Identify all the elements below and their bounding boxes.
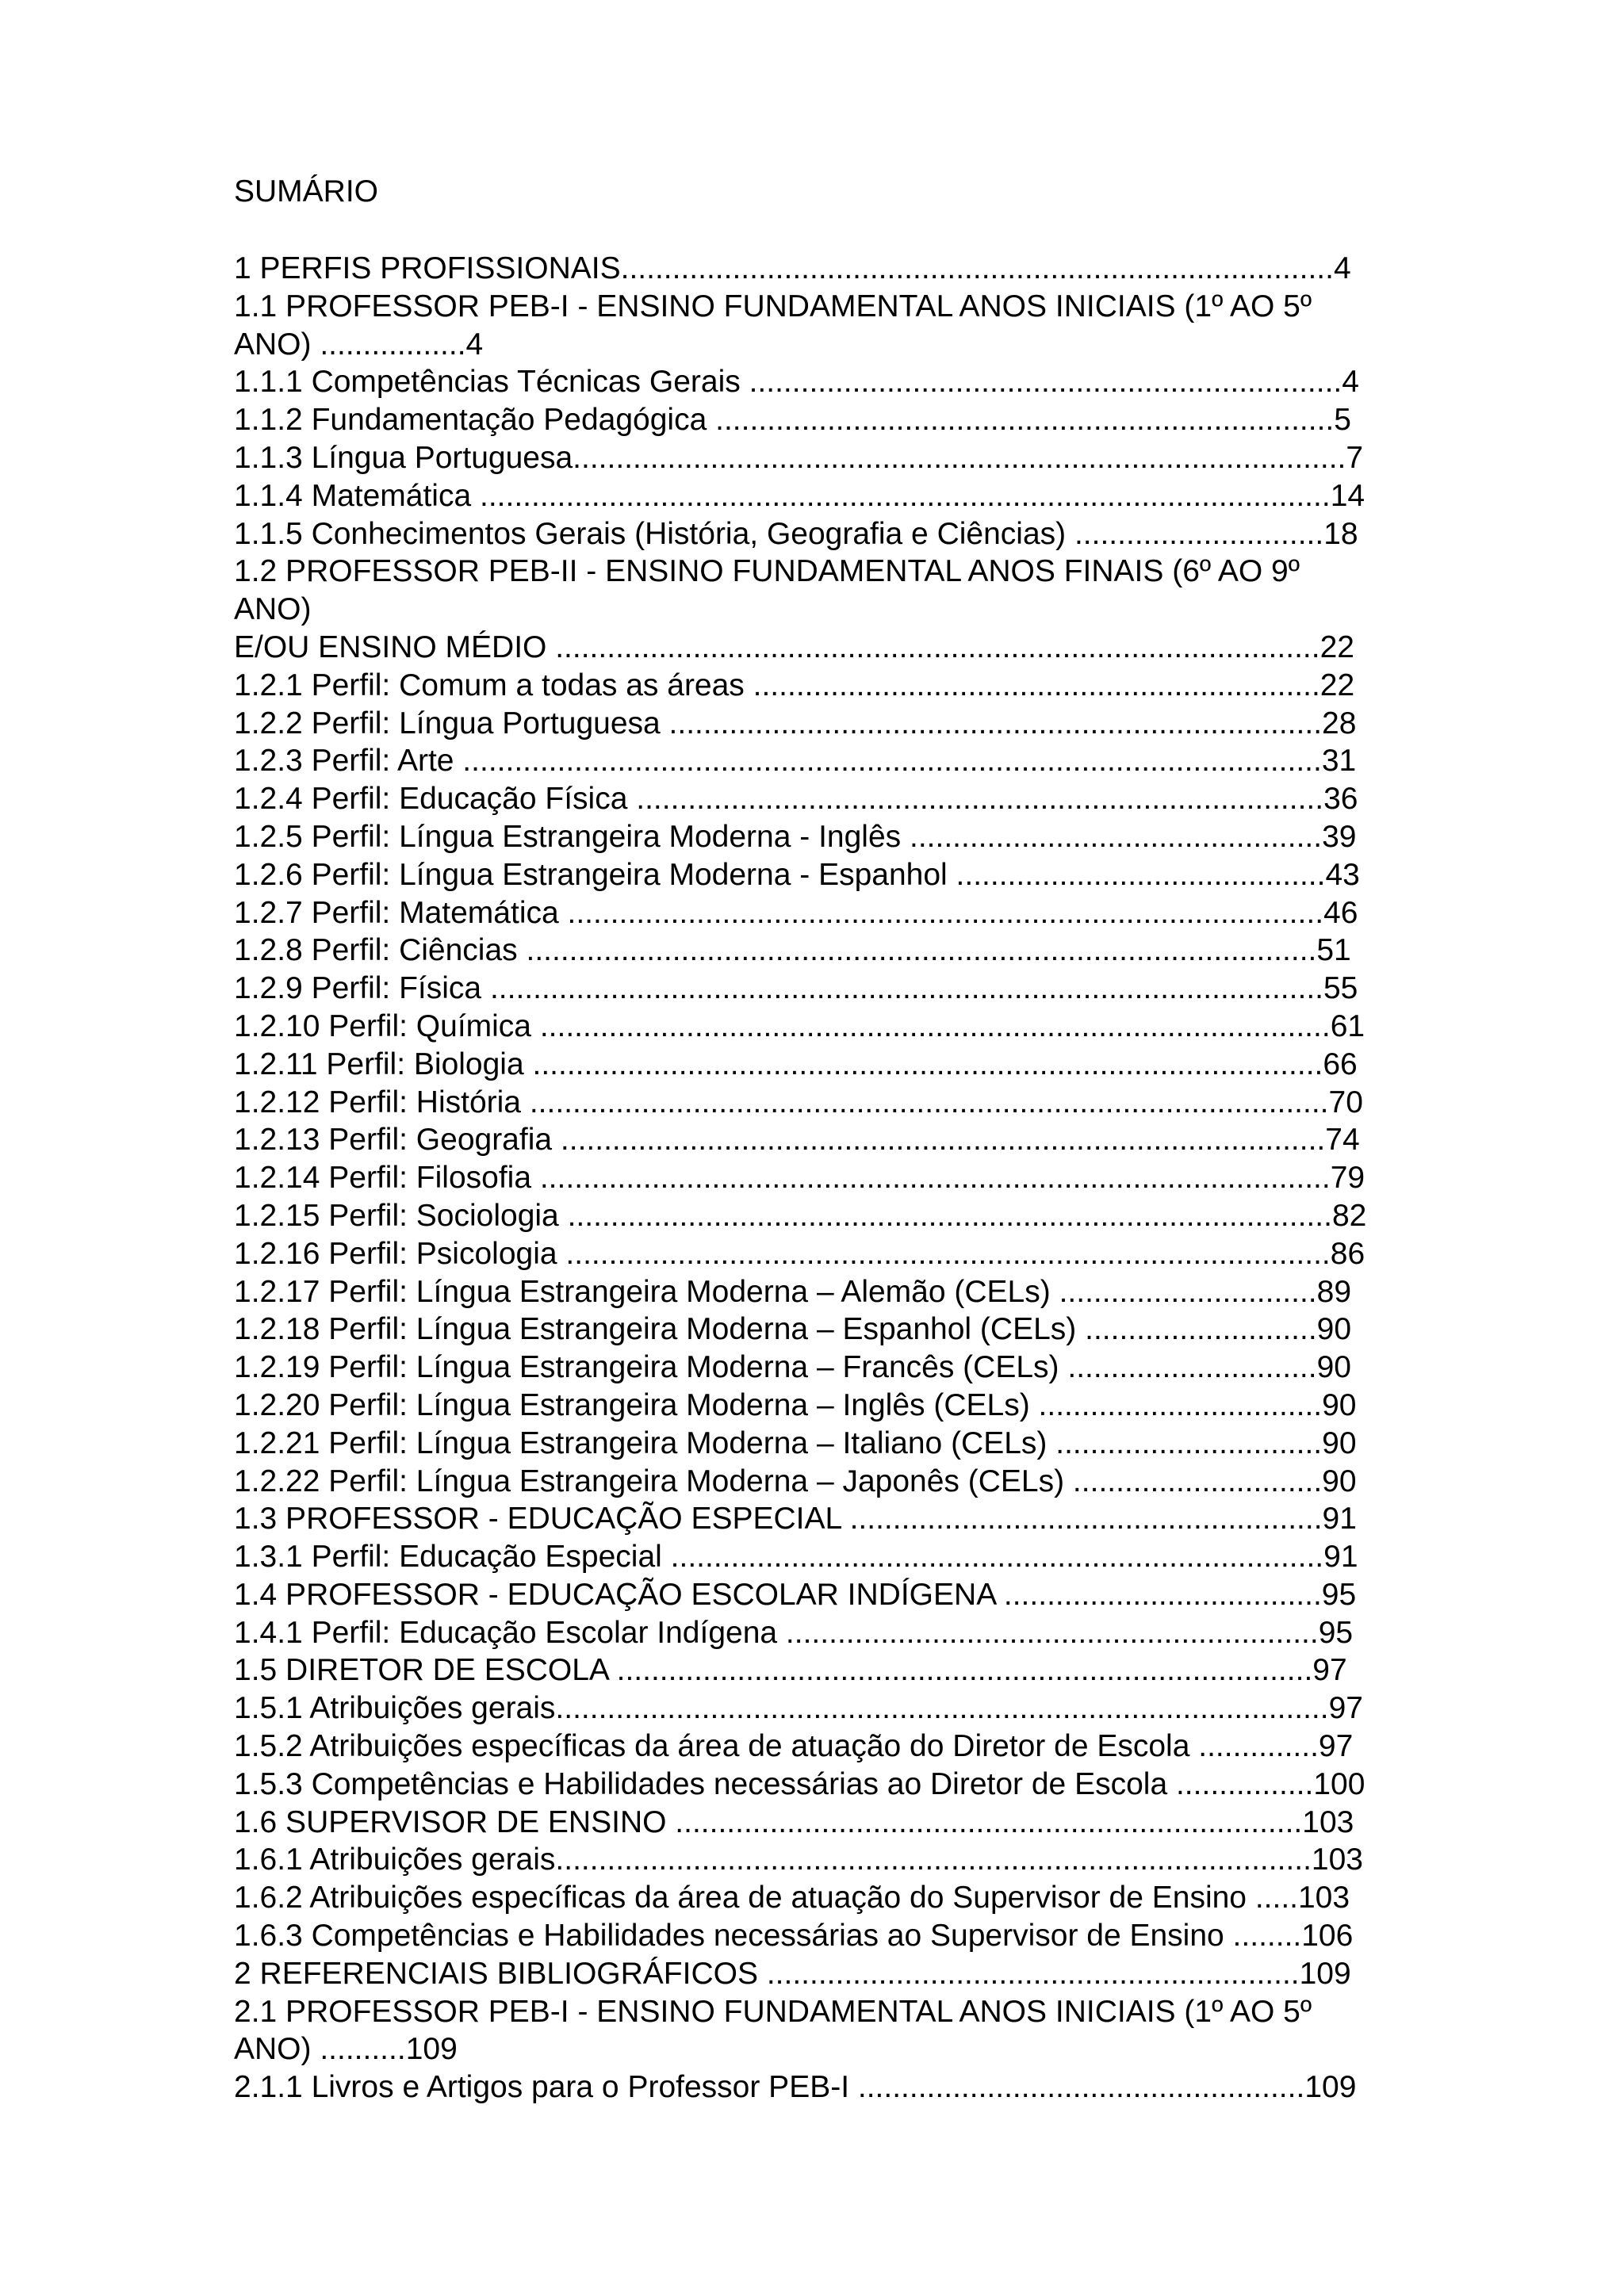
toc-entry: ANO) — [234, 592, 312, 627]
toc-entry: 1.2.1 Perfil: Comum a todas as áreas ..................................................................22 — [234, 668, 1355, 702]
toc-entry: E/OU ENSINO MÉDIO .........................................................................................22 — [234, 629, 1354, 664]
toc-entry: 1.2.18 Perfil: Língua Estrangeira Moderna – Espanhol (CELs) ...........................90 — [234, 1312, 1352, 1347]
toc-entry: 1.2.5 Perfil: Língua Estrangeira Moderna - Inglês ................................................39 — [234, 819, 1357, 854]
toc-entry: 1.2.3 Perfil: Arte ....................................................................................................31 — [234, 744, 1357, 779]
toc-entry: 2.1 PROFESSOR PEB-I - ENSINO FUNDAMENTAL ANOS INICIAIS (1º AO 5º — [234, 1994, 1312, 2029]
toc-entry: 1.2 PROFESSOR PEB-II - ENSINO FUNDAMENTAL ANOS FINAIS (6º AO 9º — [234, 554, 1300, 589]
toc-entry: 1.1 PROFESSOR PEB-I - ENSINO FUNDAMENTAL ANOS INICIAIS (1º AO 5º — [234, 289, 1312, 323]
toc-entry: 1.3 PROFESSOR - EDUCAÇÃO ESPECIAL .......................................................91 — [234, 1502, 1357, 1536]
toc-entry: 1.2.16 Perfil: Psicologia .........................................................................................86 — [234, 1236, 1365, 1271]
toc-entry: 1.6.1 Atribuições gerais........................................................................................103 — [234, 1843, 1363, 1877]
toc-entry: 1.2.12 Perfil: História .............................................................................................70 — [234, 1085, 1363, 1119]
page-title: SUMÁRIO — [234, 174, 379, 209]
toc-entry: 1.2.19 Perfil: Língua Estrangeira Moderna – Francês (CELs) .............................90 — [234, 1350, 1351, 1385]
toc-entry: 1.5 DIRETOR DE ESCOLA .................................................................................97 — [234, 1653, 1347, 1688]
toc-entry: 1.1.1 Competências Técnicas Gerais .....................................................................4 — [234, 365, 1359, 400]
toc-entry: 1.2.4 Perfil: Educação Física ................................................................................36 — [234, 782, 1358, 817]
toc-entry: 2.1.1 Livros e Artigos para o Professor PEB-I ....................................................109 — [234, 2070, 1357, 2105]
toc-entry: 1.6.2 Atribuições específicas da área de atuação do Supervisor de Ensino .....103 — [234, 1881, 1350, 1915]
toc-entry: 1.5.1 Atribuições gerais..........................................................................................97 — [234, 1691, 1363, 1726]
toc-entry: 1.2.14 Perfil: Filosofia ............................................................................................79 — [234, 1161, 1365, 1196]
toc-entry: 1.2.13 Perfil: Geografia .........................................................................................74 — [234, 1123, 1360, 1158]
toc-entry: 1.1.3 Língua Portuguesa..........................................................................................7 — [234, 440, 1364, 475]
toc-entry: 1.2.9 Perfil: Física .................................................................................................55 — [234, 971, 1358, 1006]
toc-entry: 1.2.22 Perfil: Língua Estrangeira Moderna – Japonês (CELs) .............................90 — [234, 1464, 1357, 1498]
toc-entry: 1.6 SUPERVISOR DE ENSINO .........................................................................103 — [234, 1804, 1354, 1839]
toc-entry: 1.1.4 Matemática ...................................................................................................14 — [234, 478, 1365, 513]
toc-entry: 1.2.6 Perfil: Língua Estrangeira Moderna - Espanhol ...........................................43 — [234, 857, 1360, 892]
toc-entry: 1 PERFIS PROFISSIONAIS...................................................................................4 — [234, 251, 1351, 285]
toc-entry: 1.3.1 Perfil: Educação Especial ............................................................................91 — [234, 1540, 1358, 1575]
toc-entry: 1.6.3 Competências e Habilidades necessárias ao Supervisor de Ensino ........106 — [234, 1919, 1354, 1954]
toc-entry: 1.4 PROFESSOR - EDUCAÇÃO ESCOLAR INDÍGENA .....................................95 — [234, 1577, 1357, 1612]
toc-entry: 1.1.5 Conhecimentos Gerais (História, Geografia e Ciências) .............................18 — [234, 516, 1358, 551]
toc-entry: 1.1.2 Fundamentação Pedagógica ........................................................................5 — [234, 403, 1351, 438]
toc-entry: ANO) ..........109 — [234, 2032, 458, 2067]
toc-entry: 1.2.21 Perfil: Língua Estrangeira Moderna – Italiano (CELs) ...............................90 — [234, 1425, 1357, 1460]
toc-entry: 2 REFERENCIAIS BIBLIOGRÁFICOS ..............................................................109 — [234, 1956, 1351, 1991]
toc-entry: 1.5.2 Atribuições específicas da área de atuação do Diretor de Escola ..............97 — [234, 1729, 1354, 1764]
table-of-contents — [234, 250, 1439, 2107]
toc-entry: 1.2.10 Perfil: Química ............................................................................................61 — [234, 1008, 1365, 1043]
toc-entry: 1.2.2 Perfil: Língua Portuguesa ............................................................................28 — [234, 706, 1357, 740]
toc-entry: 1.5.3 Competências e Habilidades necessárias ao Diretor de Escola ................100 — [234, 1766, 1365, 1801]
toc-entry: 1.4.1 Perfil: Educação Escolar Indígena ..............................................................95 — [234, 1615, 1354, 1650]
toc-entry: 1.2.15 Perfil: Sociologia .........................................................................................82 — [234, 1198, 1367, 1233]
toc-entry: ANO) .................4 — [234, 327, 484, 362]
toc-entry: 1.2.11 Perfil: Biologia ............................................................................................66 — [234, 1047, 1358, 1081]
toc-entry: 1.2.7 Perfil: Matemática ........................................................................................46 — [234, 895, 1358, 930]
toc-entry: 1.2.8 Perfil: Ciências ............................................................................................51 — [234, 933, 1351, 968]
toc-entry: 1.2.20 Perfil: Língua Estrangeira Moderna – Inglês (CELs) .................................90 — [234, 1387, 1357, 1422]
toc-entry: 1.2.17 Perfil: Língua Estrangeira Moderna – Alemão (CELs) ..............................89 — [234, 1274, 1352, 1309]
